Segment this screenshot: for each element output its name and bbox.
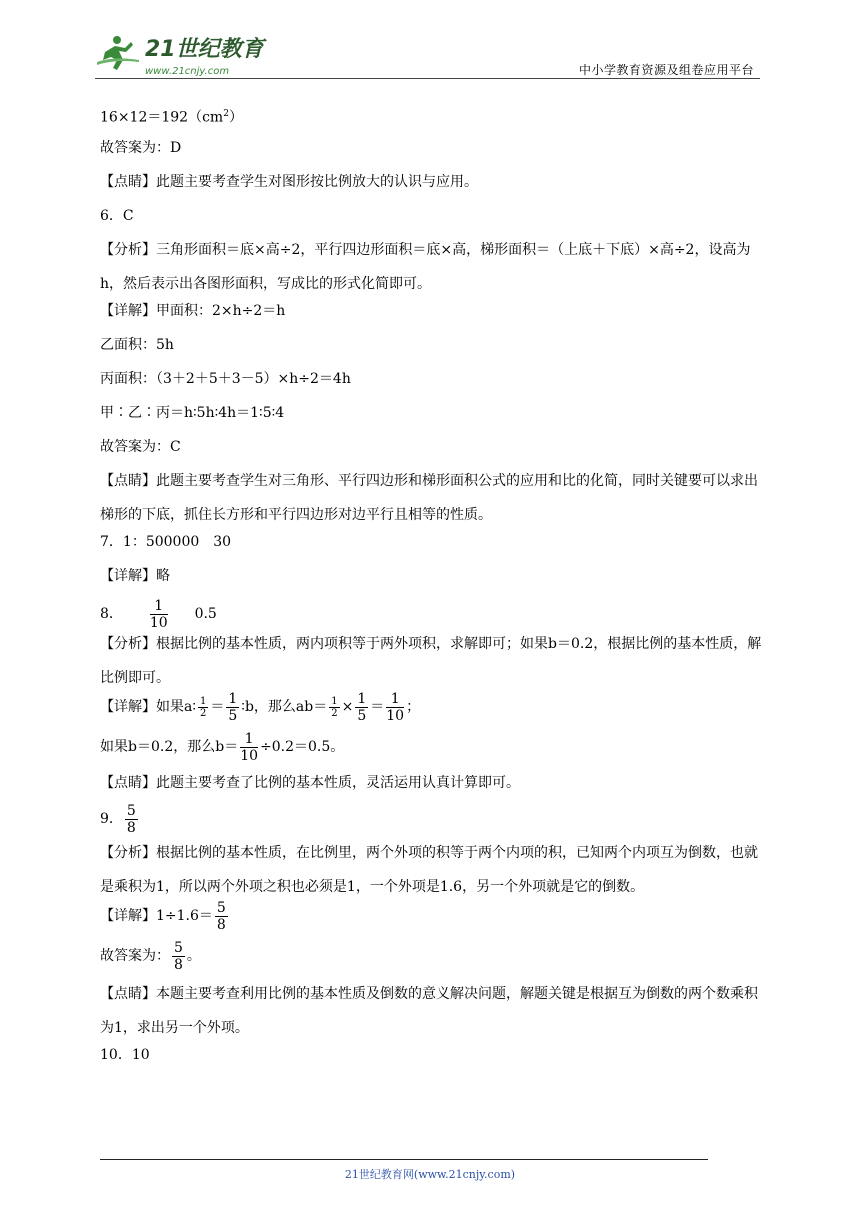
footer-source: 21世纪教育网(www.21cnjy.com) [344,1168,516,1181]
footer-divider [100,1159,708,1160]
text-line: 【点睛】此题主要考查了比例的基本性质，灵活运用认真计算即可。 [100,775,520,791]
text-line: 【详解】甲面积：2×h÷2＝h [100,303,286,319]
text-line: 乙面积：5h [100,337,174,353]
answer-line: 8． $\frac{1}{10}$ 0.5 [100,597,217,631]
question-number: 9． $\frac{5}{8}$ [100,802,136,836]
text-line: $16\times 12=192(cm^2)$ [100,109,243,126]
runner-icon [97,36,139,70]
fraction: $\frac{1}{2}$ [331,695,338,719]
text-line: 故答案为：C [100,439,181,455]
comment-paragraph: 【点睛】本题主要考查利用比例的基本性质及倒数的意义解决问题，解题关键是根据互为倒数的两个数乘积为1，求出另一个外项。 [100,986,758,1036]
question-number: 10．10 [100,1047,150,1063]
answer-line: 【详解】如果a∶ $\frac{1}{2}$ ＝ $\frac{1}{5}$ ∶b，那么ab＝ $\frac{1}{2}$ × $\frac{1}{5}$ ＝ $\frac{1}{10}$ ； [100,690,421,724]
question-number: 6．C [100,208,134,224]
text-line: 甲∶乙∶丙＝h∶5h∶4h＝1∶5∶4 [100,405,285,421]
analysis-paragraph: 【分析】根据比例的基本性质，两内项积等于两外项积，求解即可；如果b＝0.2，根据比例的基本性质，解比例即可。 [100,636,762,686]
text-line: 【详解】略 [100,568,170,584]
comment-paragraph: 【点睛】此题主要考查学生对三角形、平行四边形和梯形面积公式的应用和比的化简，同时关键要可以求出梯形的下底，抓住长方形和平行四边形对边平行且相等的性质。 [100,473,758,523]
fraction: $\frac{5}{8}$ [126,802,136,836]
answer-line: 故答案为： $\frac{5}{8}$ 。 [100,939,201,973]
fraction: $\frac{1}{10}$ [386,690,405,724]
platform-name: 中小学教育资源及组卷应用平台 [578,63,754,77]
document-body [100,104,764,1079]
answer-line: 如果b＝0.2，那么b＝ $\frac{1}{10}$ ÷0.2＝0.5。 [100,730,345,764]
fraction: $\frac{1}{2}$ [200,695,207,719]
analysis-paragraph: 【分析】根据比例的基本性质，在比例里，两个外项的积等于两个内项的积，已知两个内项互为倒数，也就是乘积为1，所以两个外项之积也必须是1，一个外项是1.6，另一个外项就是它的倒数。 [100,845,758,895]
answer-line: 【详解】1÷1.6＝ $\frac{5}{8}$ [100,899,226,933]
text-line: 故答案为：D [100,140,182,156]
header-divider [95,78,760,79]
analysis-paragraph: 【分析】三角形面积＝底×高÷2，平行四边形面积＝底×高，梯形面积＝（上底＋下底）×高÷2，设高为h，然后表示出各图形面积，写成比的形式化简即可。 [100,242,751,292]
text-line: 【点睛】此题主要考查学生对图形按比例放大的认识与应用。 [100,174,478,190]
question-number: 7．1：500000 30 [100,534,232,550]
fraction: $\frac{1}{10}$ [240,730,259,764]
fraction: $\frac{5}{8}$ [174,939,183,973]
site-logo [95,30,275,78]
text-line: 丙面积：（3＋2＋5＋3－5）×h÷2＝4h [100,371,351,387]
fraction: $\frac{5}{8}$ [216,899,226,933]
page-header [95,30,760,80]
logo-url: www.21cnjy.com [145,66,230,77]
fraction: $\frac{1}{10}$ [149,597,168,631]
fraction: $\frac{1}{5}$ [228,690,238,724]
fraction: $\frac{1}{5}$ [357,690,367,724]
logo-title: 21世纪教育 [145,37,264,62]
